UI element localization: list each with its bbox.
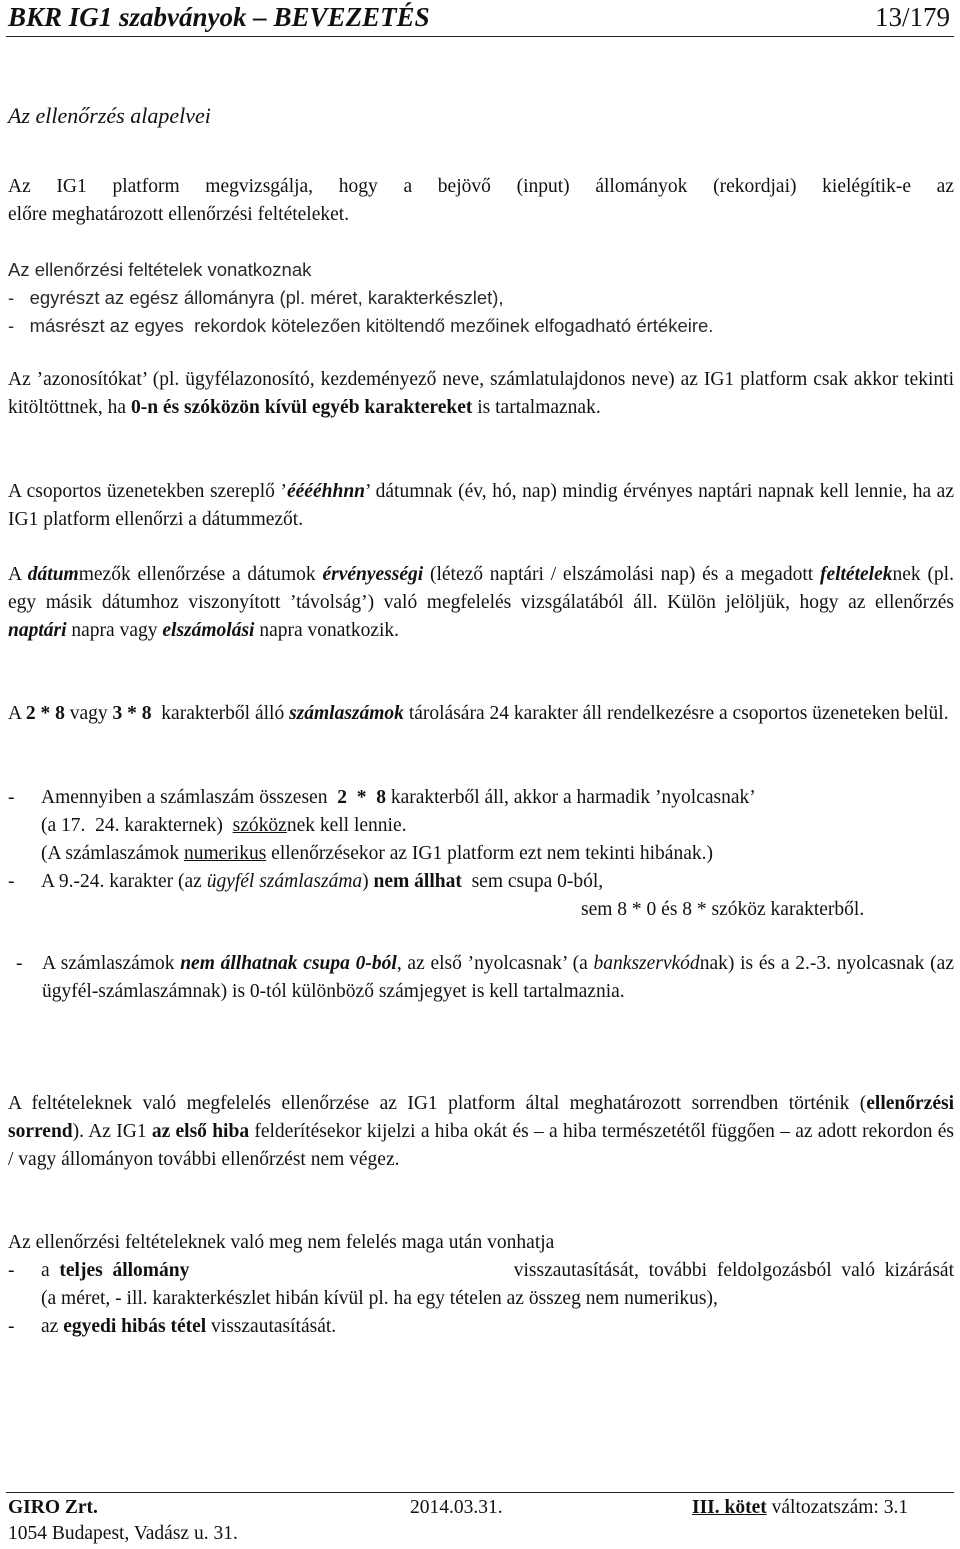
paragraph-platform-check [8, 173, 954, 229]
text-run: nek (pl. egy másik dátumhoz viszonyított ’távolság’) való megfelelés vizsgálatából áll. Külön jelöljük, hogy az ellenőrzés [8, 564, 954, 613]
underlined-text: numerikus [183, 843, 267, 864]
volume-label: III. kötet [692, 1497, 767, 1518]
paragraph-line: előre meghatározott ellenőrzési feltételeket. [8, 204, 350, 225]
text-run: ) [362, 871, 374, 892]
consequence-item [8, 1313, 954, 1341]
consequence-item [8, 1257, 954, 1285]
text-run: karakterből álló [151, 703, 290, 724]
text-run: ellenőrzésekor az IG1 platform ezt nem tekinti hibának.) [266, 843, 713, 864]
emphasis: nem állhatnak csupa 0-ból [180, 953, 397, 974]
text-run: mezők ellenőrzése a dátumok [78, 564, 323, 585]
rule-line: sem 8 * 0 és 8 * szóköz karakterből. [581, 899, 865, 920]
text-run [103, 1260, 113, 1281]
text-run: A 9.-24. karakter (az [41, 871, 207, 892]
text-run: napra vonatkozik. [254, 620, 400, 641]
text-run: (létező naptári / elszámolási nap) és a megadott [423, 564, 820, 585]
paragraph-consequences [8, 1229, 954, 1341]
paragraph-date-fields [8, 561, 954, 645]
footer-address: 1054 Budapest, Vadász u. 31. [8, 1523, 238, 1544]
text-run: Az ’azonosítókat’ (pl. ügyfélazonosító, kezdeményező neve, számlatulajdonos neve) az IG1 platform csak akkor tekinti kitöltöttnek, ha [8, 369, 954, 418]
header-title: BKR IG1 szabványok – BEVEZETÉS [8, 2, 430, 32]
text-run: ’ dátumnak (év, hó, nap) mindig érvényes naptári napnak kell lennie, ha az IG1 platform ellenőrzi a dátummezőt. [8, 481, 954, 530]
text-run: A [8, 564, 28, 585]
page-footer [6, 1492, 954, 1549]
footer-volume [692, 1497, 908, 1519]
page-header [6, 0, 954, 37]
emphasis: hhnn [321, 481, 366, 502]
text-run: visszautasítását, további feldolgozásból való kizárását [504, 1260, 954, 1281]
conditions-intro: Az ellenőrzési feltételek vonatkoznak [8, 259, 312, 280]
rule-line [8, 840, 954, 868]
text-run: nak) is és a 2.-3. nyolcasnak (az ügyfél-számlaszámnak) is 0-tól különböző számjegyet is kell tartalmaznia. [42, 953, 954, 1002]
emphasis: bankszervkód [593, 953, 700, 974]
text-run: (A számlaszámok [41, 843, 184, 864]
text-run: nek kell lennie. [286, 815, 407, 836]
text-run: vagy [64, 703, 113, 724]
underlined-text: szóköz [232, 815, 287, 836]
text-run: A csoportos üzenetekben szereplő ’ [8, 481, 287, 502]
text-run: a [41, 1260, 60, 1281]
emphasis: 3 * 8 [112, 703, 152, 724]
text-group [41, 1257, 189, 1285]
emphasis: 2 * 8 [25, 703, 65, 724]
text-run: napra vagy [66, 620, 163, 641]
emphasis: teljes [59, 1260, 103, 1281]
text-run: sem csupa 0-ból, [461, 871, 604, 892]
consequence-item: (a méret, - ill. karakterkészlet hibán kívül pl. ha egy tételen az összeg nem numerikus), [41, 1288, 718, 1309]
rule-line [8, 868, 954, 896]
emphasis: dátum [27, 564, 79, 585]
list-dash: - [8, 871, 15, 892]
footer-date: 2014.03.31. [410, 1497, 503, 1518]
list-dash: - [8, 787, 15, 808]
emphasis: egyedi hibás tétel [63, 1316, 207, 1337]
text-run: (a 17. 24. karakternek) [41, 815, 233, 836]
text-run: A [8, 703, 26, 724]
emphasis: elszámolási [162, 620, 255, 641]
conditions-item: - egyrészt az egész állományra (pl. méret, karakterkészlet), [8, 287, 504, 308]
text-run: felderítésekor kijelzi a hiba okát és – a hiba természetétől függően – az adott rekordon és / vagy állományon további ellenőrzést nem végez. [8, 1121, 954, 1170]
emphasis: érvényességi [322, 564, 424, 585]
text-run: A számlaszámok [42, 953, 181, 974]
emphasis: ügyfél számlaszáma [206, 871, 363, 892]
rule-text [8, 950, 954, 1006]
emphasis: számlaszámok [289, 703, 404, 724]
text-run: A feltételeknek való megfelelés ellenőrzése az IG1 platform által meghatározott sorrendben történik ( [8, 1093, 867, 1114]
emphasis: állomány [112, 1260, 190, 1281]
paragraph-conditions [8, 256, 954, 340]
paragraph-identifiers [8, 366, 954, 422]
text-run: karakterből áll, akkor a harmadik ’nyolcasnak’ [385, 787, 756, 808]
paragraph-account-numbers [8, 700, 954, 728]
text-run: is tartalmaznak. [472, 397, 601, 418]
consequence-text [41, 1257, 954, 1285]
list-dash: - [16, 953, 23, 974]
text-run: , az első ’nyolcasnak’ (a [396, 953, 594, 974]
emphasis: nem állhat [373, 871, 462, 892]
paragraph-date-format [8, 478, 954, 534]
section-title: Az ellenőrzés alapelvei [8, 103, 211, 128]
rule-line [8, 812, 954, 840]
text-run: az [41, 1316, 64, 1337]
text-run: visszautasítását. [206, 1316, 337, 1337]
emphasis: 0-n és szóközön kívül egyéb karaktereket [130, 397, 473, 418]
paragraph-line: Az IG1 platform megvizsgálja, hogy a bejövő (input) állományok (rekordjai) kielégítik-e az [8, 176, 954, 197]
conditions-item: - másrészt az egyes rekordok kötelezően kitöltendő mezőinek elfogadható értékeire. [8, 315, 714, 336]
list-dash: - [8, 1260, 15, 1281]
emphasis: az első hiba [151, 1121, 250, 1142]
paragraph-check-order [8, 1090, 954, 1174]
emphasis: ellenőrzési sorrend [8, 1093, 954, 1142]
rule-line [8, 784, 954, 812]
text-run: ). Az IG1 [72, 1121, 152, 1142]
emphasis: 2 * 8 [337, 787, 386, 808]
emphasis: éééé [287, 481, 322, 502]
emphasis: feltételek [819, 564, 893, 585]
header-page-number: 13/179 [874, 2, 950, 32]
text-run: tárolására 24 karakter áll rendelkezésre a csoportos üzeneteken belül. [403, 703, 949, 724]
footer-company: GIRO Zrt. [8, 1497, 98, 1518]
version-label: változatszám: 3.1 [766, 1497, 909, 1518]
text-run: Amennyiben a számlaszám összesen [41, 787, 338, 808]
list-dash: - [8, 1316, 15, 1337]
account-number-rules [8, 784, 954, 924]
account-zero-rule [8, 950, 954, 1006]
emphasis: naptári [8, 620, 67, 641]
consequences-intro: Az ellenőrzési feltételeknek való meg nem felelés maga után vonhatja [8, 1232, 555, 1253]
